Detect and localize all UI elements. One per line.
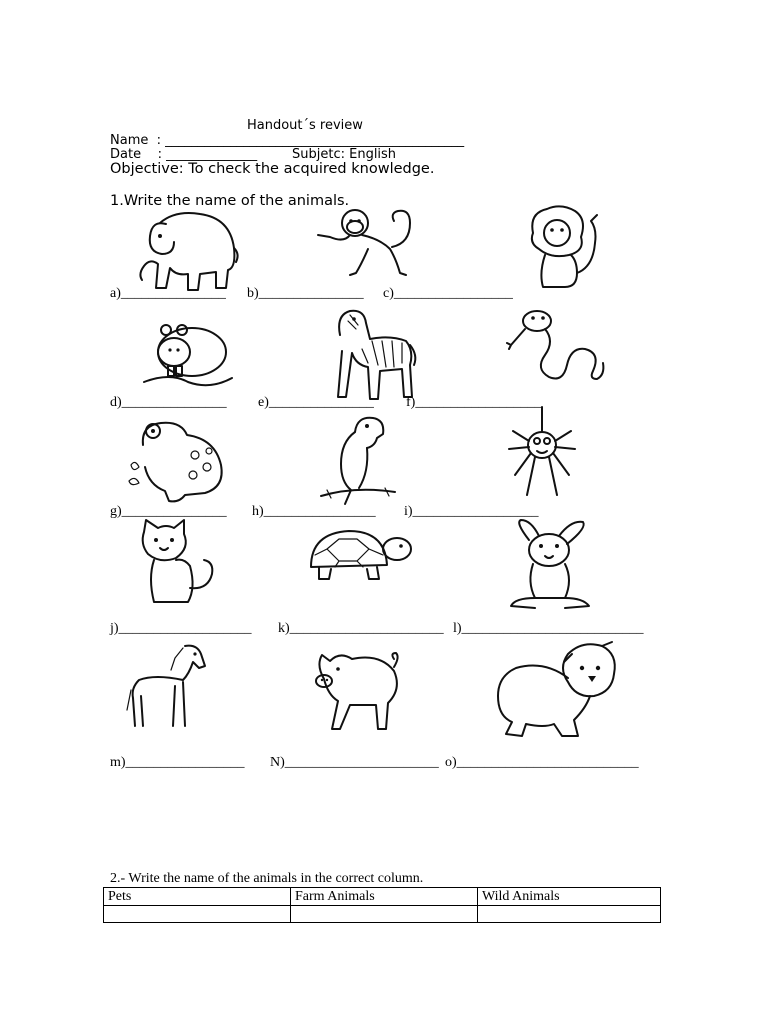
exercise1-instruction: 1.Write the name of the animals.	[110, 193, 350, 209]
cell-pets[interactable]	[104, 906, 291, 923]
blank-i[interactable]: i)__________________	[404, 504, 539, 519]
snake-icon	[505, 305, 610, 385]
exercise2-instruction: 2.- Write the name of the animals in the correct column.	[110, 871, 424, 886]
rabbit-icon	[505, 518, 595, 613]
blank-g[interactable]: g)_______________	[110, 504, 227, 519]
blank-c[interactable]: c)_________________	[383, 286, 513, 301]
header-farm-animals: Farm Animals	[291, 888, 478, 906]
header-wild-animals: Wild Animals	[478, 888, 661, 906]
table-row[interactable]	[104, 906, 661, 923]
blank-l[interactable]: l)__________________________	[453, 621, 644, 636]
cell-farm-animals[interactable]	[291, 906, 478, 923]
blank-o[interactable]: o)__________________________	[445, 755, 639, 770]
name-field-line[interactable]: Name : ______________________________________________	[110, 133, 465, 148]
monkey-icon	[310, 203, 425, 283]
zebra-icon	[320, 305, 420, 405]
elephant-icon	[130, 208, 240, 294]
blank-a[interactable]: a)_______________	[110, 286, 226, 301]
parrot-icon	[315, 412, 400, 510]
lion-icon	[525, 203, 605, 293]
objective-text: Objective: To check the acquired knowledge.	[110, 161, 435, 177]
hippo-icon	[140, 312, 235, 392]
table-header-row	[104, 888, 661, 906]
spider-icon	[505, 405, 580, 500]
date-field-line[interactable]: Date : ______________	[110, 147, 258, 162]
handout-title: Handout´s review	[247, 118, 363, 133]
header-pets: Pets	[104, 888, 291, 906]
blank-f[interactable]: f)__________________	[406, 395, 542, 410]
cat-icon	[132, 518, 227, 610]
frog-icon	[125, 415, 230, 505]
animal-columns-table	[103, 887, 661, 923]
blank-j[interactable]: j)___________________	[110, 621, 252, 636]
blank-d[interactable]: d)_______________	[110, 395, 227, 410]
turtle-icon	[305, 525, 415, 585]
blank-k[interactable]: k)______________________	[278, 621, 444, 636]
blank-h[interactable]: h)________________	[252, 504, 376, 519]
blank-n[interactable]: N)______________________	[270, 755, 439, 770]
blank-m[interactable]: m)_________________	[110, 755, 245, 770]
blank-e[interactable]: e)_______________	[258, 395, 374, 410]
cell-wild-animals[interactable]	[478, 906, 661, 923]
horse-icon	[125, 640, 210, 730]
pig-icon	[310, 645, 405, 735]
dog-icon	[492, 638, 622, 743]
blank-b[interactable]: b)_______________	[247, 286, 364, 301]
subject-label: Subjetc: English	[292, 147, 397, 162]
